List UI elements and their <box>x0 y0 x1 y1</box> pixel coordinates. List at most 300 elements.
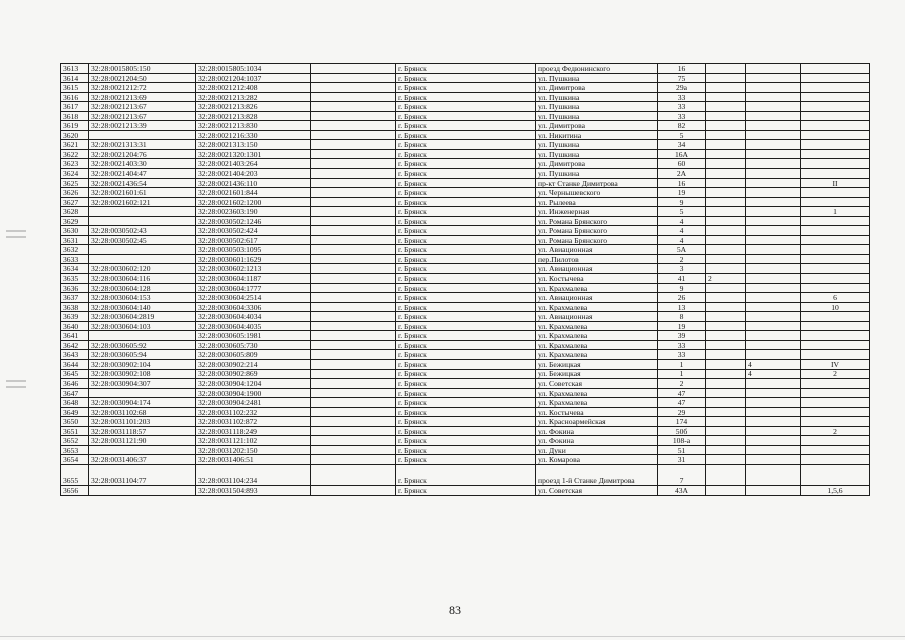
cadastral-number-building: 32:28:0030604:1777 <box>196 283 311 293</box>
table-row <box>61 102 870 112</box>
cadastral-number-building: 32:28:0021213:828 <box>196 111 311 121</box>
house-number: 60 <box>658 159 706 169</box>
row-number: 3631 <box>61 235 89 245</box>
settlement: г. Брянск <box>396 140 536 150</box>
row-number: 3627 <box>61 197 89 207</box>
extra-col-3 <box>801 64 870 74</box>
street: ул. Крахмалева <box>536 388 658 398</box>
settlement: г. Брянск <box>396 264 536 274</box>
table-row <box>61 426 870 436</box>
extra-col-1 <box>706 197 746 207</box>
street: ул. Крахмалева <box>536 340 658 350</box>
cadastral-number-building: 32:28:0021204:1037 <box>196 73 311 83</box>
extra-col-3 <box>801 398 870 408</box>
blank-cell <box>311 226 396 236</box>
street: ул. Рылеева <box>536 197 658 207</box>
blank-cell <box>311 331 396 341</box>
row-number: 3614 <box>61 73 89 83</box>
street: ул. Крахмалева <box>536 398 658 408</box>
street: ул. Пушкина <box>536 140 658 150</box>
extra-col-2 <box>746 331 801 341</box>
extra-col-1 <box>706 398 746 408</box>
extra-col-2 <box>746 302 801 312</box>
table-row <box>61 464 870 485</box>
extra-col-1 <box>706 92 746 102</box>
extra-col-3 <box>801 216 870 226</box>
street: ул. Чернышевского <box>536 188 658 198</box>
street: ул. Фокина <box>536 426 658 436</box>
row-number: 3642 <box>61 340 89 350</box>
extra-col-3 <box>801 121 870 131</box>
table-row <box>61 436 870 446</box>
extra-col-1 <box>706 178 746 188</box>
street: ул. Крахмалева <box>536 302 658 312</box>
street: пер.Пилотов <box>536 254 658 264</box>
cadastral-number-land: 32:28:0030902:108 <box>89 369 196 379</box>
table-row <box>61 274 870 284</box>
house-number: 2 <box>658 379 706 389</box>
table-row <box>61 130 870 140</box>
extra-col-3 <box>801 197 870 207</box>
settlement: г. Брянск <box>396 235 536 245</box>
table-row <box>61 245 870 255</box>
cadastral-number-building: 32:28:0030604:3306 <box>196 302 311 312</box>
street: ул. Костычева <box>536 407 658 417</box>
cadastral-number-land: 32:28:0030904:174 <box>89 398 196 408</box>
extra-col-1 <box>706 302 746 312</box>
extra-col-2 <box>746 350 801 360</box>
blank-cell <box>311 359 396 369</box>
table-row <box>61 340 870 350</box>
extra-col-1 <box>706 188 746 198</box>
house-number: 41 <box>658 274 706 284</box>
extra-col-1 <box>706 350 746 360</box>
settlement: г. Брянск <box>396 321 536 331</box>
settlement: г. Брянск <box>396 369 536 379</box>
street: ул. Романа Брянского <box>536 235 658 245</box>
street: ул. Романа Брянского <box>536 216 658 226</box>
page-number: 83 <box>449 603 461 617</box>
street: ул. Комарова <box>536 455 658 465</box>
cadastral-number-building: 32:28:0021602:1200 <box>196 197 311 207</box>
house-number: 4 <box>658 235 706 245</box>
extra-col-1 <box>706 264 746 274</box>
row-number: 3644 <box>61 359 89 369</box>
table-row <box>61 417 870 427</box>
street: ул. Никитина <box>536 130 658 140</box>
extra-col-3 <box>801 188 870 198</box>
cadastral-number-land: 32:28:0031101:203 <box>89 417 196 427</box>
house-number: 2 <box>658 254 706 264</box>
extra-col-2 <box>746 216 801 226</box>
settlement: г. Брянск <box>396 464 536 485</box>
cadastral-number-building: 32:28:0030502:1246 <box>196 216 311 226</box>
scan-mark <box>6 236 26 238</box>
extra-col-2 <box>746 64 801 74</box>
table-row <box>61 111 870 121</box>
scan-mark <box>6 386 26 388</box>
settlement: г. Брянск <box>396 197 536 207</box>
row-number: 3637 <box>61 293 89 303</box>
extra-col-1 <box>706 312 746 322</box>
blank-cell <box>311 369 396 379</box>
table-row <box>61 140 870 150</box>
extra-col-3 <box>801 417 870 427</box>
house-number: 2А <box>658 169 706 179</box>
street: ул. Авиационная <box>536 293 658 303</box>
table-row <box>61 359 870 369</box>
settlement: г. Брянск <box>396 407 536 417</box>
street: ул. Пушкина <box>536 149 658 159</box>
extra-col-1 <box>706 293 746 303</box>
extra-col-2 <box>746 312 801 322</box>
cadastral-number-land: 32:28:0021404:47 <box>89 169 196 179</box>
street: ул. Пушкина <box>536 111 658 121</box>
street: ул. Пушкина <box>536 73 658 83</box>
blank-cell <box>311 83 396 93</box>
settlement: г. Брянск <box>396 245 536 255</box>
cadastral-number-land: 32:28:0031102:68 <box>89 407 196 417</box>
extra-col-3: 2 <box>801 369 870 379</box>
extra-col-3 <box>801 92 870 102</box>
row-number: 3654 <box>61 455 89 465</box>
extra-col-2 <box>746 73 801 83</box>
street: ул. Дуки <box>536 445 658 455</box>
cadastral-number-land: 32:28:0030502:45 <box>89 235 196 245</box>
cadastral-number-land <box>89 130 196 140</box>
settlement: г. Брянск <box>396 426 536 436</box>
extra-col-2 <box>746 388 801 398</box>
row-number: 3628 <box>61 207 89 217</box>
settlement: г. Брянск <box>396 398 536 408</box>
settlement: г. Брянск <box>396 102 536 112</box>
table-row <box>61 159 870 169</box>
blank-cell <box>311 130 396 140</box>
street: ул. Крахмалева <box>536 283 658 293</box>
cadastral-number-building: 32:28:0021213:826 <box>196 102 311 112</box>
cadastral-number-land: 32:28:0021403:30 <box>89 159 196 169</box>
house-number: 9 <box>658 197 706 207</box>
extra-col-2 <box>746 426 801 436</box>
cadastral-number-building: 32:28:0031406:51 <box>196 455 311 465</box>
extra-col-2 <box>746 92 801 102</box>
street: ул. Пушкина <box>536 92 658 102</box>
settlement: г. Брянск <box>396 485 536 495</box>
cadastral-number-building: 32:28:0031102:232 <box>196 407 311 417</box>
cadastral-number-building: 32:28:0031202:150 <box>196 445 311 455</box>
extra-col-1: 2 <box>706 274 746 284</box>
table-row <box>61 207 870 217</box>
house-number: 33 <box>658 111 706 121</box>
settlement: г. Брянск <box>396 445 536 455</box>
table-row <box>61 350 870 360</box>
street: ул. Крахмалева <box>536 350 658 360</box>
cadastral-number-building: 32:28:0021213:282 <box>196 92 311 102</box>
extra-col-3 <box>801 245 870 255</box>
cadastral-number-land: 32:28:0021204:50 <box>89 73 196 83</box>
house-number: 82 <box>658 121 706 131</box>
extra-col-3 <box>801 169 870 179</box>
row-number: 3617 <box>61 102 89 112</box>
cadastral-number-building: 32:28:0030601:1629 <box>196 254 311 264</box>
row-number: 3650 <box>61 417 89 427</box>
blank-cell <box>311 283 396 293</box>
cadastral-number-land: 32:28:0021436:54 <box>89 178 196 188</box>
house-number: 4 <box>658 216 706 226</box>
house-number: 4 <box>658 226 706 236</box>
house-number: 26 <box>658 293 706 303</box>
house-number: 1 <box>658 369 706 379</box>
extra-col-3 <box>801 159 870 169</box>
table-row <box>61 197 870 207</box>
extra-col-1 <box>706 379 746 389</box>
row-number: 3643 <box>61 350 89 360</box>
blank-cell <box>311 92 396 102</box>
extra-col-2 <box>746 188 801 198</box>
extra-col-3 <box>801 436 870 446</box>
extra-col-1 <box>706 254 746 264</box>
row-number: 3635 <box>61 274 89 284</box>
street: ул. Димитрова <box>536 121 658 131</box>
extra-col-3 <box>801 407 870 417</box>
extra-col-1 <box>706 445 746 455</box>
table-row <box>61 379 870 389</box>
house-number: 34 <box>658 140 706 150</box>
settlement: г. Брянск <box>396 188 536 198</box>
cadastral-number-building: 32:28:0030605:809 <box>196 350 311 360</box>
extra-col-3 <box>801 226 870 236</box>
extra-col-3 <box>801 264 870 274</box>
extra-col-2 <box>746 140 801 150</box>
cadastral-number-building: 32:28:0030605:730 <box>196 340 311 350</box>
extra-col-1 <box>706 340 746 350</box>
blank-cell <box>311 388 396 398</box>
street: ул. Костычева <box>536 274 658 284</box>
row-number: 3625 <box>61 178 89 188</box>
extra-col-1 <box>706 216 746 226</box>
blank-cell <box>311 197 396 207</box>
street: ул. Димитрова <box>536 159 658 169</box>
cadastral-number-building: 32:28:0031121:102 <box>196 436 311 446</box>
cadastral-number-land <box>89 245 196 255</box>
extra-col-2 <box>746 111 801 121</box>
extra-col-3 <box>801 235 870 245</box>
table-row <box>61 83 870 93</box>
cadastral-number-land <box>89 254 196 264</box>
extra-col-2 <box>746 436 801 446</box>
cadastral-number-land: 32:28:0021213:39 <box>89 121 196 131</box>
settlement: г. Брянск <box>396 455 536 465</box>
table-row <box>61 302 870 312</box>
cadastral-number-land: 32:28:0031121:90 <box>89 436 196 446</box>
extra-col-1 <box>706 283 746 293</box>
settlement: г. Брянск <box>396 92 536 102</box>
cadastral-number-land <box>89 216 196 226</box>
settlement: г. Брянск <box>396 216 536 226</box>
street: ул. Пушкина <box>536 169 658 179</box>
extra-col-3: 6 <box>801 293 870 303</box>
blank-cell <box>311 159 396 169</box>
table-row <box>61 388 870 398</box>
extra-col-2 <box>746 340 801 350</box>
row-number: 3613 <box>61 64 89 74</box>
blank-cell <box>311 312 396 322</box>
extra-col-3 <box>801 111 870 121</box>
extra-col-1 <box>706 169 746 179</box>
table-row <box>61 455 870 465</box>
blank-cell <box>311 149 396 159</box>
extra-col-2 <box>746 102 801 112</box>
extra-col-2: 4 <box>746 369 801 379</box>
extra-col-3 <box>801 312 870 322</box>
house-number: 51 <box>658 445 706 455</box>
street: ул. Советская <box>536 379 658 389</box>
blank-cell <box>311 426 396 436</box>
row-number: 3630 <box>61 226 89 236</box>
street: ул. Пушкина <box>536 102 658 112</box>
extra-col-3 <box>801 350 870 360</box>
cadastral-number-building: 32:28:0021403:264 <box>196 159 311 169</box>
extra-col-1 <box>706 207 746 217</box>
cadastral-number-building: 32:28:0030604:1187 <box>196 274 311 284</box>
house-number: 108-а <box>658 436 706 446</box>
row-number: 3616 <box>61 92 89 102</box>
blank-cell <box>311 235 396 245</box>
settlement: г. Брянск <box>396 207 536 217</box>
table-row <box>61 178 870 188</box>
street: ул. Крахмалева <box>536 321 658 331</box>
extra-col-3: 2 <box>801 426 870 436</box>
cadastral-number-land: 32:28:0030604:2819 <box>89 312 196 322</box>
extra-col-2 <box>746 226 801 236</box>
cadastral-number-building: 32:28:0023603:190 <box>196 207 311 217</box>
street: пр-кт Станке Димитрова <box>536 178 658 188</box>
cadastral-number-land <box>89 331 196 341</box>
cadastral-number-land: 32:28:0021213:69 <box>89 92 196 102</box>
table-row <box>61 235 870 245</box>
extra-col-1 <box>706 226 746 236</box>
table-row <box>61 321 870 331</box>
settlement: г. Брянск <box>396 331 536 341</box>
extra-col-1 <box>706 485 746 495</box>
row-number: 3623 <box>61 159 89 169</box>
cadastral-number-building: 32:28:0031104:234 <box>196 464 311 485</box>
table-row <box>61 149 870 159</box>
settlement: г. Брянск <box>396 169 536 179</box>
cadastral-number-building: 32:28:0015805:1034 <box>196 64 311 74</box>
house-number: 29а <box>658 83 706 93</box>
extra-col-3 <box>801 149 870 159</box>
house-number: 174 <box>658 417 706 427</box>
cadastral-number-building: 32:28:0030502:424 <box>196 226 311 236</box>
blank-cell <box>311 169 396 179</box>
cadastral-number-land: 32:28:0030904:307 <box>89 379 196 389</box>
settlement: г. Брянск <box>396 436 536 446</box>
extra-col-2 <box>746 207 801 217</box>
table-row <box>61 264 870 274</box>
house-number: 33 <box>658 102 706 112</box>
extra-col-1 <box>706 149 746 159</box>
extra-col-2 <box>746 178 801 188</box>
blank-cell <box>311 140 396 150</box>
extra-col-1 <box>706 111 746 121</box>
cadastral-number-land: 32:28:0031406:37 <box>89 455 196 465</box>
house-number: 8 <box>658 312 706 322</box>
scan-edge <box>0 636 905 637</box>
extra-col-2 <box>746 379 801 389</box>
settlement: г. Брянск <box>396 149 536 159</box>
table-row <box>61 485 870 495</box>
settlement: г. Брянск <box>396 283 536 293</box>
cadastral-number-building: 32:28:0021601:844 <box>196 188 311 198</box>
blank-cell <box>311 455 396 465</box>
house-number: 3 <box>658 264 706 274</box>
table-row <box>61 283 870 293</box>
row-number: 3655 <box>61 464 89 485</box>
extra-col-1 <box>706 359 746 369</box>
extra-col-2 <box>746 169 801 179</box>
house-number: 19 <box>658 321 706 331</box>
cadastral-number-building: 32:28:0030602:1213 <box>196 264 311 274</box>
extra-col-1 <box>706 426 746 436</box>
settlement: г. Брянск <box>396 226 536 236</box>
blank-cell <box>311 350 396 360</box>
blank-cell <box>311 111 396 121</box>
extra-col-2 <box>746 398 801 408</box>
cadastral-number-land: 32:28:0030605:94 <box>89 350 196 360</box>
blank-cell <box>311 293 396 303</box>
blank-cell <box>311 178 396 188</box>
blank-cell <box>311 216 396 226</box>
row-number: 3638 <box>61 302 89 312</box>
blank-cell <box>311 102 396 112</box>
cadastral-number-building: 32:28:0021216:330 <box>196 130 311 140</box>
blank-cell <box>311 207 396 217</box>
street: проезд 1-й Станке Димитрова <box>536 464 658 485</box>
extra-col-1 <box>706 321 746 331</box>
row-number: 3652 <box>61 436 89 446</box>
row-number: 3648 <box>61 398 89 408</box>
extra-col-3 <box>801 388 870 398</box>
cadastral-number-land: 32:28:0031104:77 <box>89 464 196 485</box>
settlement: г. Брянск <box>396 417 536 427</box>
house-number: 5 <box>658 207 706 217</box>
row-number: 3636 <box>61 283 89 293</box>
house-number: 75 <box>658 73 706 83</box>
extra-col-1 <box>706 121 746 131</box>
cadastral-number-building: 32:28:0030604:4034 <box>196 312 311 322</box>
house-number: 16 <box>658 64 706 74</box>
blank-cell <box>311 445 396 455</box>
cadastral-number-land: 32:28:0030604:140 <box>89 302 196 312</box>
cadastral-number-land: 32:28:0021213:67 <box>89 111 196 121</box>
extra-col-3: 1,5,6 <box>801 485 870 495</box>
street: ул. Крахмалева <box>536 331 658 341</box>
house-number: 33 <box>658 92 706 102</box>
cadastral-number-building: 32:28:0031102:872 <box>196 417 311 427</box>
blank-cell <box>311 302 396 312</box>
settlement: г. Брянск <box>396 130 536 140</box>
blank-cell <box>311 188 396 198</box>
row-number: 3624 <box>61 169 89 179</box>
settlement: г. Брянск <box>396 83 536 93</box>
settlement: г. Брянск <box>396 293 536 303</box>
row-number: 3622 <box>61 149 89 159</box>
row-number: 3634 <box>61 264 89 274</box>
table-row <box>61 331 870 341</box>
extra-col-2 <box>746 149 801 159</box>
settlement: г. Брянск <box>396 388 536 398</box>
